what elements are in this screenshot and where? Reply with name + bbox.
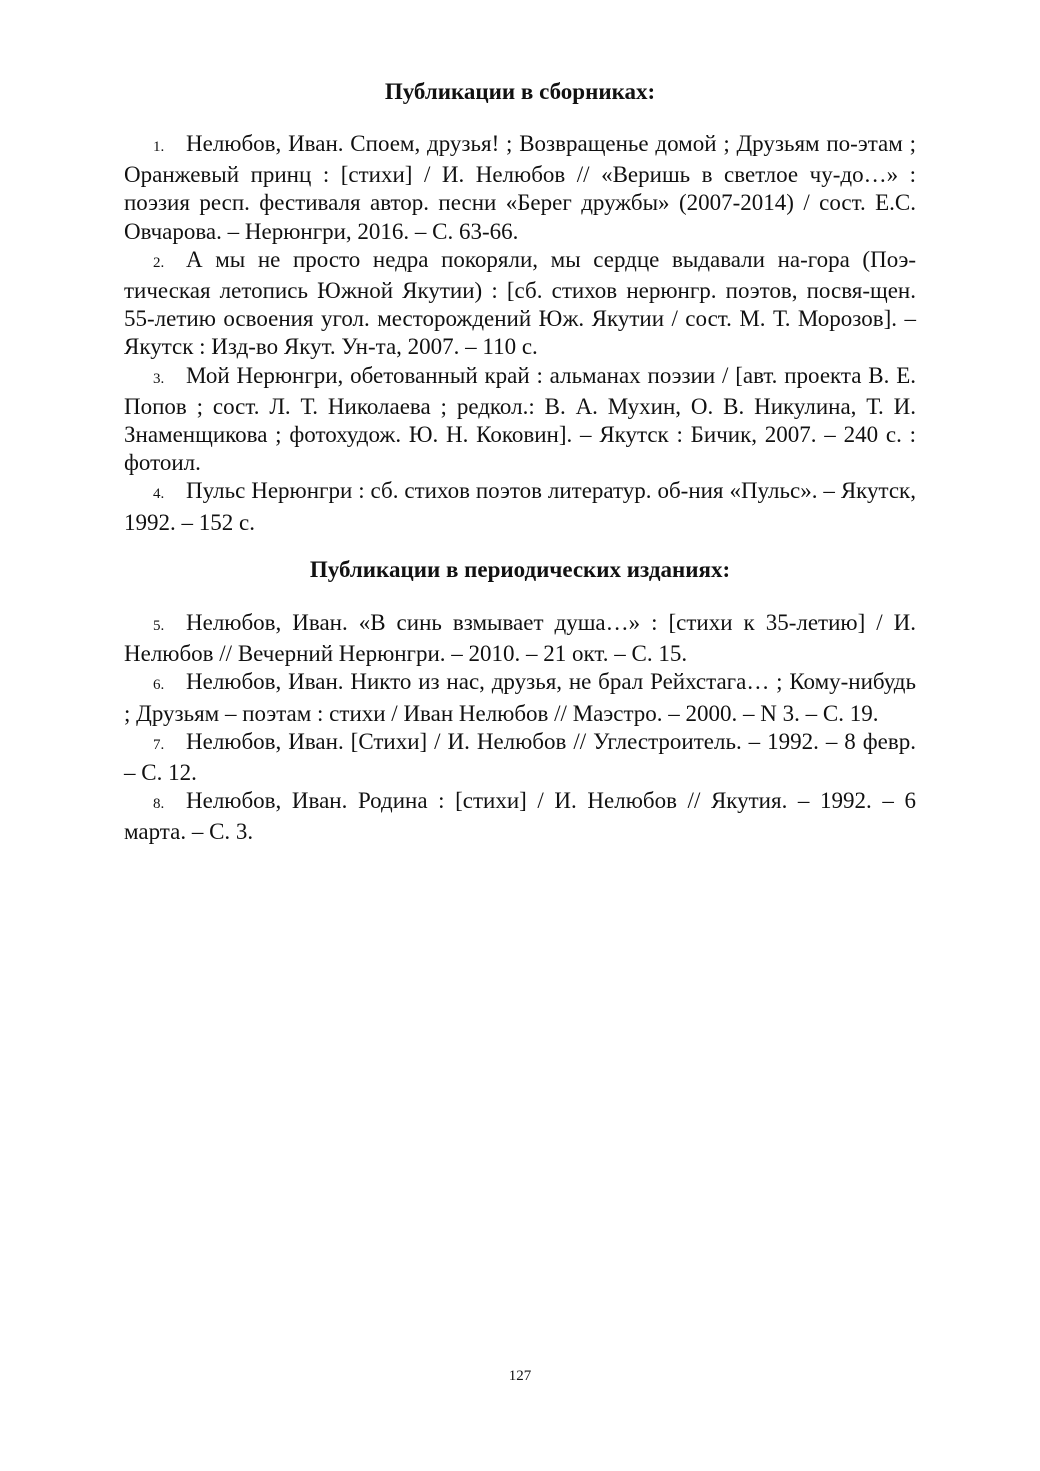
bibliography-entry bbox=[124, 246, 916, 362]
section-heading-periodicals: Публикации в периодических изданиях: bbox=[309, 557, 731, 582]
page-number: 127 bbox=[508, 1368, 532, 1384]
bibliography-entry bbox=[124, 668, 916, 727]
document-page bbox=[124, 0, 916, 1471]
bibliography-entry bbox=[124, 130, 916, 246]
entry-text: Мой Нерюнгри, обетованный край : альманах поэзии / [авт. проекта В. Е. Попов ; сост. Л. Т. Николаева ; редкол.: В. А. Мухин, О. В. Никулина, Т. И. Знаменщикова ; фотохудож. Ю. Н. Коковин]. – Якутск : Бичик, 2007. – 240 с. : фотоил. bbox=[124, 362, 916, 476]
entry-text: Пульс Нерюнгри : сб. стихов поэтов литератур. об-ния «Пульс». – Якутск, 1992. – 152 с. bbox=[124, 478, 916, 535]
bibliography-entry bbox=[124, 787, 916, 846]
entry-number: 8. bbox=[153, 796, 165, 813]
collections-list bbox=[124, 130, 916, 537]
entry-number: 3. bbox=[153, 370, 165, 387]
entry-text: Нелюбов, Иван. Никто из нас, друзья, не брал Рейхстага… ; Кому-нибудь ; Друзьям – поэтам : стихи / Иван Нелюбов // Маэстро. – 2000. – N 3. – С. 19. bbox=[124, 669, 916, 726]
bibliography-entry bbox=[124, 728, 916, 787]
periodicals-list bbox=[124, 609, 916, 847]
entry-number: 4. bbox=[153, 486, 165, 503]
entry-number: 5. bbox=[153, 618, 165, 634]
entry-number: 6. bbox=[153, 677, 165, 694]
bibliography-entry bbox=[124, 609, 916, 668]
entry-number: 1. bbox=[153, 139, 165, 155]
entry-text: Нелюбов, Иван. [Стихи] / И. Нелюбов // Углестроитель. – 1992. – 8 февр. – С. 12. bbox=[124, 728, 916, 786]
section-heading-collections: Публикации в сборниках: bbox=[384, 79, 656, 104]
bibliography-entry bbox=[124, 362, 916, 478]
bibliography-entry bbox=[124, 477, 916, 536]
entry-text: Нелюбов, Иван. Родина : [стихи] / И. Нелюбов // Якутия. – 1992. – 6 марта. – С. 3. bbox=[124, 788, 916, 845]
entry-text: Нелюбов, Иван. «В синь взмывает душа…» : [стихи к 35-летию] / И. Нелюбов // Вечерний Нерюнгри. – 2010. – 21 окт. – С. 15. bbox=[124, 610, 916, 667]
entry-number: 2. bbox=[153, 254, 165, 271]
entry-text: А мы не просто недра покоряли, мы сердце выдавали на-гора (Поэ-тическая летопись Южной Якутии) : [сб. стихов нерюнгр. поэтов, посвя-щен. 55-летию освоения угол. месторождений Юж. Якутии / сост. М. Т. Морозов]. – Якутск : Изд-во Якут. Ун-та, 2007. – 110 с. bbox=[124, 246, 916, 360]
entry-text: Нелюбов, Иван. Споем, друзья! ; Возвращенье домой ; Друзьям по-этам ; Оранжевый принц : [стихи] / И. Нелюбов // «Веришь в светлое чу-до…» : поэзия респ. фестиваля автор. песни «Берег дружбы» (2007-2014) / сост. Е.С. Овчарова. – Нерюнгри, 2016. – С. 63-66. bbox=[124, 131, 916, 244]
entry-number: 7. bbox=[153, 736, 165, 753]
